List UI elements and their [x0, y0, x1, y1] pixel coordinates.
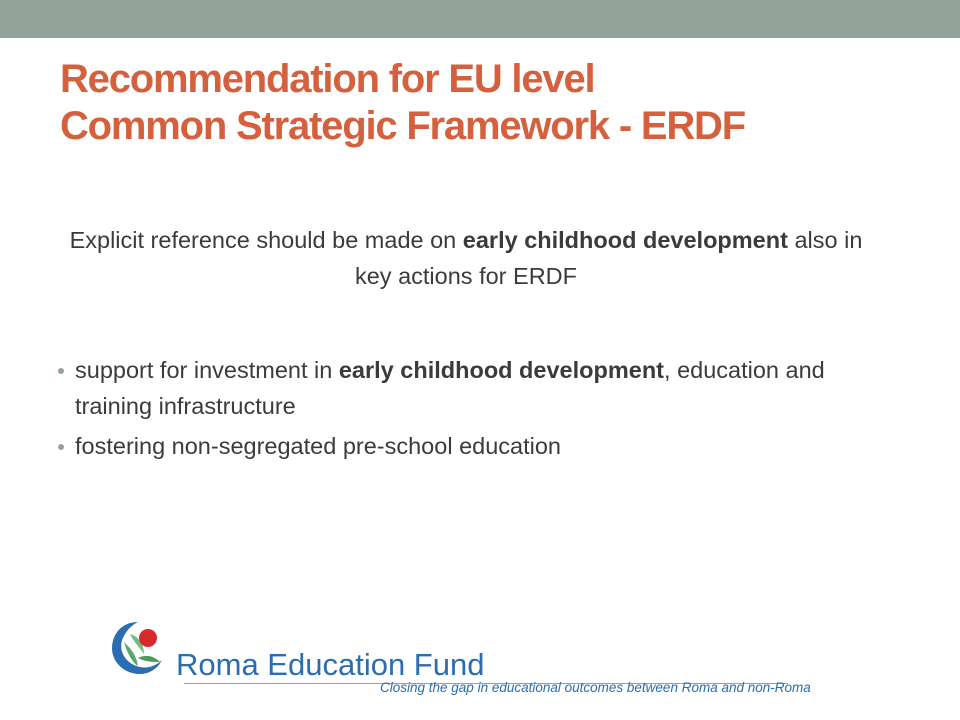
intro-paragraph: [60, 222, 872, 294]
roma-education-fund-logo: [108, 618, 811, 702]
title-line-2: Common Strategic Framework - ERDF: [60, 104, 745, 148]
bullet-text: fostering non-segregated pre-school education: [75, 433, 561, 459]
logo-tagline: Closing the gap in educational outcomes between Roma and non-Roma: [380, 680, 811, 695]
bullet-emphasis: early childhood development: [338, 357, 665, 383]
logo-name: Roma Education Fund: [176, 647, 485, 682]
slide-title: [60, 56, 920, 150]
roma-education-fund-logo-icon: [108, 618, 168, 682]
top-band: [0, 0, 960, 38]
intro-text-end: also in key actions for ERDF: [354, 227, 863, 289]
bullet-text-end: , education and training infrastructure: [75, 357, 825, 419]
intro-emphasis: early childhood development: [462, 227, 788, 253]
bullet-list: [58, 352, 898, 468]
bullet-dot-icon: [58, 368, 64, 374]
bullet-text: support for investment in: [75, 357, 339, 383]
bullet-dot-icon: [58, 444, 64, 450]
intro-text: Explicit reference should be made on: [69, 227, 463, 253]
bullet-item: [58, 428, 898, 464]
title-line-1: Recommendation for EU level: [60, 57, 595, 101]
bullet-item: [58, 352, 898, 424]
